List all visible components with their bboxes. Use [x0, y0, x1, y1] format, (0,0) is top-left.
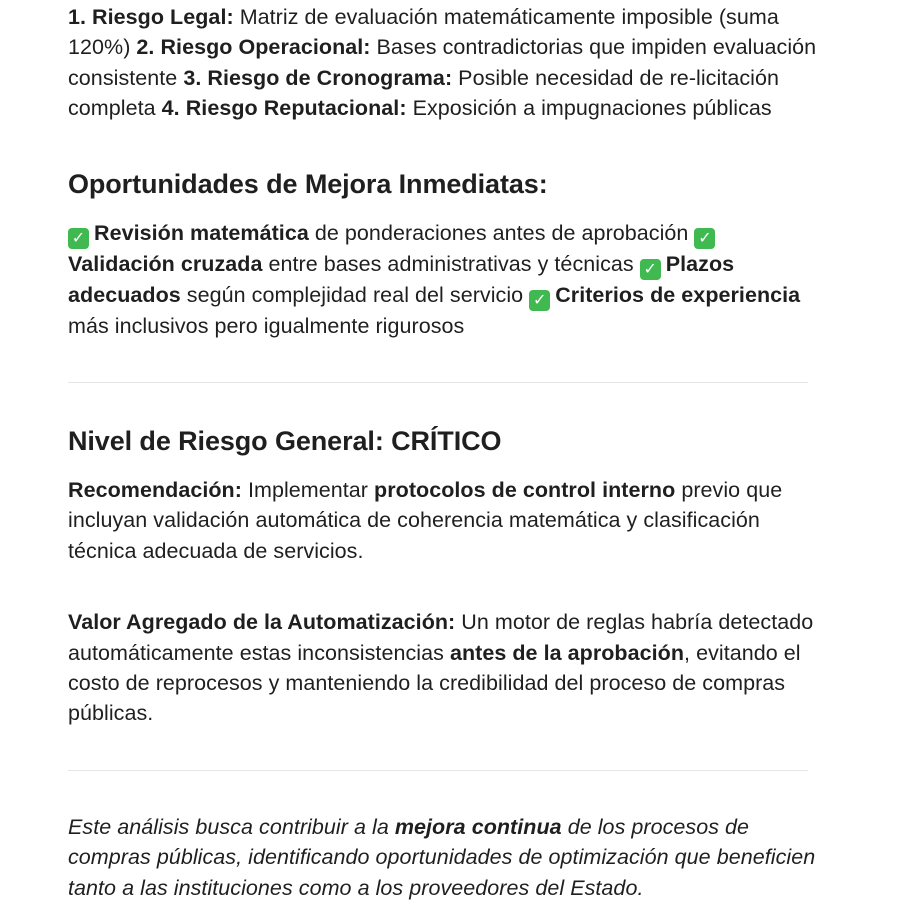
document-content [68, 2, 820, 903]
recommendation-text-2: previo que incluyan validación automática de coherencia matemática y clasificación técnica adecuada de servicios. [68, 478, 783, 563]
opportunity-3-bold: Plazos adecuados [68, 251, 735, 307]
opportunity-2-text: entre bases administrativas y técnicas [262, 251, 640, 276]
risk-legal-label: 1. Riesgo Legal: [68, 5, 234, 29]
risk-schedule-text: Posible necesidad de re-licitación completa [68, 65, 779, 121]
footer-paragraph [68, 812, 820, 903]
check-mark-icon: ✓ [640, 259, 661, 280]
automation-value-paragraph [68, 607, 820, 729]
risk-schedule-label: 3. Riesgo de Cronograma: [183, 65, 453, 90]
risk-level-heading: Nivel de Riesgo General: CRÍTICO [68, 426, 502, 457]
automation-value-bold: antes de la aprobación [449, 640, 685, 665]
footer-text-1: Este análisis busca contribuir a la [68, 814, 395, 839]
risk-operational-label: 2. Riesgo Operacional: [136, 35, 371, 60]
risks-paragraph [68, 2, 820, 124]
risk-operational-text: Bases contradictorias que impiden evaluación consistente [68, 35, 817, 90]
risk-reputational-label: 4. Riesgo Reputacional: [161, 96, 407, 121]
opportunities-heading: Oportunidades de Mejora Inmediatas: [68, 168, 548, 199]
recommendation-bold: protocolos de control interno [374, 478, 676, 503]
recommendation-text-1: Implementar [241, 478, 375, 503]
section-divider [68, 382, 808, 383]
opportunities-paragraph [68, 218, 820, 341]
recommendation-paragraph [68, 475, 820, 566]
opportunity-3-text: según complejidad real del servicio [180, 282, 530, 307]
risk-legal-text: Matriz de evaluación matemáticamente imposible (suma 120%) [68, 5, 779, 60]
section-divider [68, 770, 808, 771]
automation-value-text-1: Un motor de reglas habría detectado automáticamente estas inconsistencias [68, 610, 814, 665]
risk-reputational-text: Exposición a impugnaciones públicas [406, 96, 772, 121]
recommendation-label: Recomendación: [68, 478, 242, 503]
check-mark-icon: ✓ [529, 290, 550, 311]
opportunity-2-bold: Validación cruzada [68, 251, 263, 276]
check-mark-icon: ✓ [694, 228, 715, 249]
opportunity-4-text: más inclusivos pero igualmente rigurosos [68, 313, 465, 338]
opportunity-1-bold: Revisión matemática [94, 220, 309, 245]
opportunity-1-text: de ponderaciones antes de aprobación [308, 220, 695, 245]
opportunity-4-bold: Criterios de experiencia [555, 282, 801, 307]
automation-value-text-2: , evitando el costo de reprocesos y manteniendo la credibilidad del proceso de compras públicas. [68, 640, 801, 726]
automation-value-label: Valor Agregado de la Automatización: [68, 610, 456, 635]
footer-bold: mejora continua [394, 814, 562, 839]
footer-text-2: de los procesos de compras públicas, identificando oportunidades de optimización que beneficien tanto a las instituciones como a los proveedores del Estado. [68, 814, 816, 900]
check-mark-icon: ✓ [68, 228, 89, 249]
